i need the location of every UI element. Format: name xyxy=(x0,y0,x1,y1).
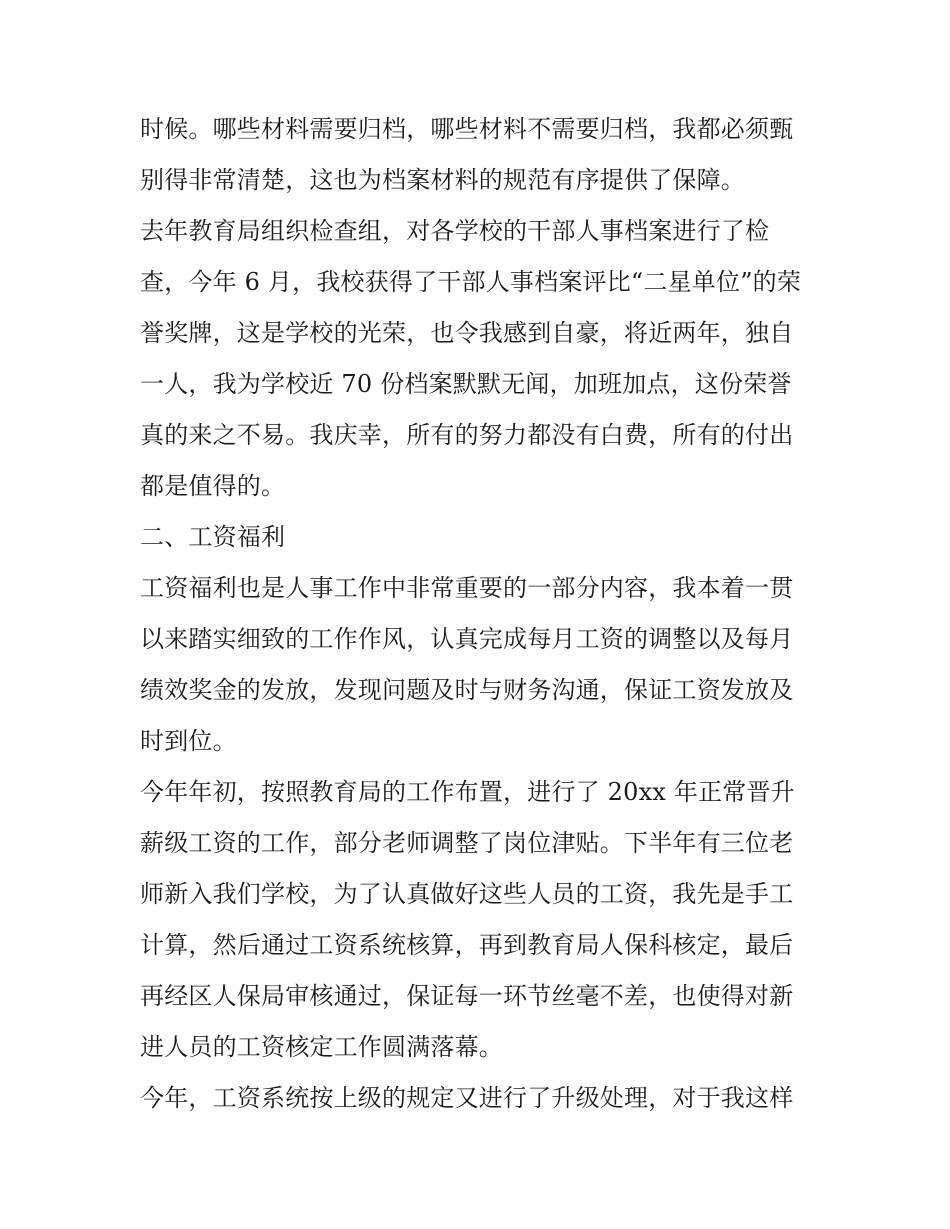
text-line: 都是值得的。 xyxy=(140,472,286,500)
text-line: 时到位。 xyxy=(140,727,237,755)
section-heading: 二、工资福利 xyxy=(140,523,286,551)
text-line: 去年教育局组织检查组，对各学校的干部人事档案进行了检 xyxy=(140,217,770,245)
paragraph-archive-classification xyxy=(140,104,816,206)
text-line: 进人员的工资核定工作圆满落幕。 xyxy=(140,1033,503,1061)
text-line: 一人，我为学校近 70 份档案默默无闻，加班加点，这份荣誉 xyxy=(140,370,792,398)
text-line: 再经区人保局审核通过，保证每一环节丝毫不差，也使得对新 xyxy=(140,982,794,1010)
text-line: 真的来之不易。我庆幸，所有的努力都没有白费，所有的付出 xyxy=(140,421,794,449)
text-line: 以来踏实细致的工作作风，认真完成每月工资的调整以及每月 xyxy=(140,625,794,653)
text-line: 工资福利也是人事工作中非常重要的一部分内容，我本着一贯 xyxy=(140,574,794,602)
paragraph-salary-system-upgrade xyxy=(140,1073,816,1124)
paragraph-salary-promotion xyxy=(140,767,816,1073)
text-line: 绩效奖金的发放，发现问题及时与财务沟通，保证工资发放及 xyxy=(140,676,794,704)
text-line: 誉奖牌，这是学校的光荣，也令我感到自豪，将近两年，独自 xyxy=(140,319,794,347)
paragraph-archive-inspection xyxy=(140,206,816,512)
text-line: 查，今年 6 月，我校获得了干部人事档案评比“二星单位”的荣 xyxy=(140,268,802,296)
text-line: 今年年初，按照教育局的工作布置，进行了 20xx 年正常晋升 xyxy=(140,778,795,806)
text-line: 计算，然后通过工资系统核算，再到教育局人保科核定，最后 xyxy=(140,931,794,959)
text-line: 薪级工资的工作，部分老师调整了岗位津贴。下半年有三位老 xyxy=(140,829,794,857)
document-body xyxy=(140,104,816,1124)
text-line: 师新入我们学校，为了认真做好这些人员的工资，我先是手工 xyxy=(140,880,794,908)
paragraph-salary-overview xyxy=(140,563,816,767)
text-line: 今年，工资系统按上级的规定又进行了升级处理，对于我这样 xyxy=(140,1084,794,1112)
text-line: 时候。哪些材料需要归档，哪些材料不需要归档，我都必须甄 xyxy=(140,115,794,143)
text-line: 别得非常清楚，这也为档案材料的规范有序提供了保障。 xyxy=(140,166,745,194)
section-heading-salary-benefits xyxy=(140,512,816,563)
